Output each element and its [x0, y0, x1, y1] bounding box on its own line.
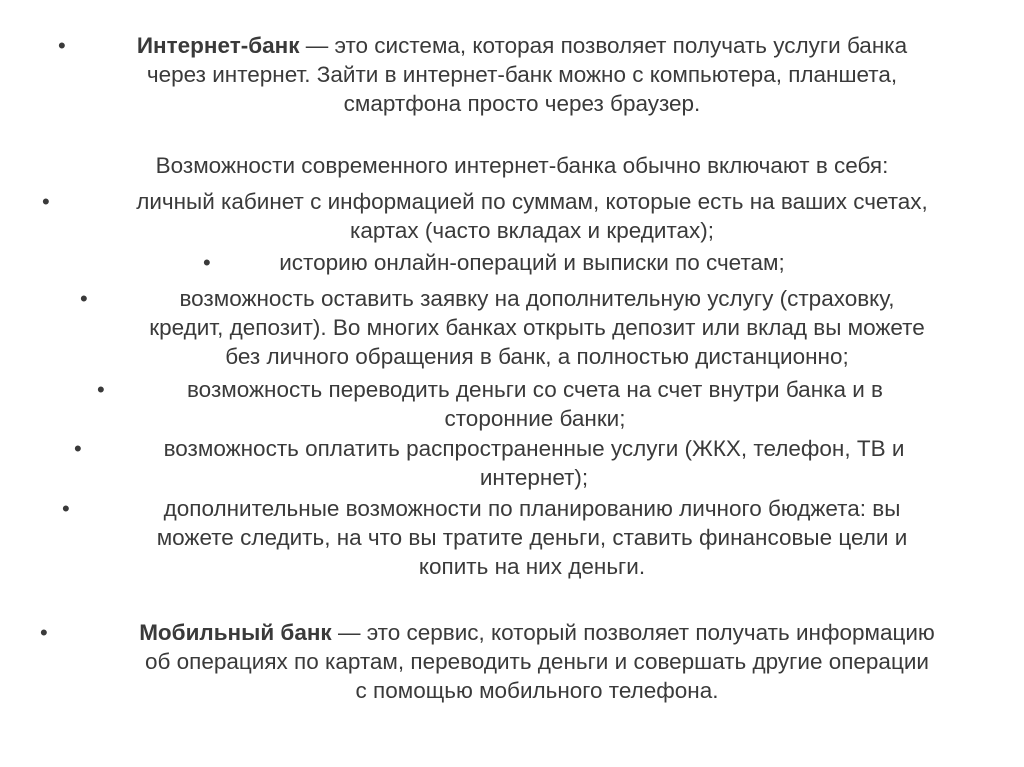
internet-bank-line-1 — [82, 31, 962, 60]
bullet-feature-6: • — [62, 496, 70, 521]
feature-3-line-1: возможность оставить заявку на дополнительную услугу (страховку, — [179, 286, 895, 311]
bullet-feature-4: • — [97, 377, 105, 402]
feature-3-line-2: кредит, депозит). Во многих банках открыть депозит или вклад вы можете — [149, 315, 925, 340]
feature-5-line-1: возможность оплатить распространенные услуги (ЖКХ, телефон, ТВ и — [163, 436, 905, 461]
feature-6-line-3: копить на них деньги. — [418, 554, 646, 579]
bullet-mobile-bank: • — [40, 620, 48, 645]
mobile-bank-line-2: об операциях по картам, переводить деньги и совершать другие операции — [145, 649, 929, 674]
bullet-feature-5: • — [74, 436, 82, 461]
feature-1 — [62, 187, 1002, 245]
feature-4-line-2: сторонние банки; — [444, 406, 626, 431]
feature-6-line-2: можете следить, на что вы тратите деньги, ставить финансовые цели и — [156, 525, 908, 550]
feature-1-line-2: картах (часто вкладах и кредитах); — [349, 218, 715, 243]
mobile-bank-line-3: с помощью мобильного телефона. — [355, 678, 719, 703]
feature-3-line-3: без личного обращения в банк, а полностью дистанционно; — [225, 344, 849, 369]
feature-6 — [82, 494, 982, 581]
feature-5-line-2: интернет); — [479, 465, 589, 490]
feature-2 — [222, 248, 842, 277]
feature-4 — [115, 375, 955, 433]
mobile-bank-term: Мобильный банк — [139, 620, 332, 645]
mobile-bank-line-1 — [62, 618, 1012, 647]
mobile-bank-definition — [62, 618, 1012, 705]
internet-bank-line-3: смартфона просто через браузер. — [343, 91, 701, 116]
feature-1-line-1: личный кабинет с информацией по суммам, которые есть на ваших счетах, — [136, 189, 928, 214]
features-intro: Возможности современного интернет-банка обычно включают в себя: — [155, 153, 889, 178]
bullet-feature-2: • — [203, 250, 211, 275]
bullet-internet-bank: • — [58, 33, 66, 58]
internet-bank-definition — [82, 31, 962, 118]
feature-2-line-1: историю онлайн-операций и выписки по счетам; — [279, 250, 785, 275]
mobile-bank-text-1: — это сервис, который позволяет получать информацию — [331, 620, 935, 645]
feature-6-line-1: дополнительные возможности по планированию личного бюджета: вы — [163, 496, 901, 521]
internet-bank-term: Интернет-банк — [136, 33, 300, 58]
internet-bank-line-2: через интернет. Зайти в интернет-банк можно с компьютера, планшета, — [146, 62, 898, 87]
internet-bank-text-1: — это система, которая позволяет получать услуги банка — [299, 33, 908, 58]
feature-4-line-1: возможность переводить деньги со счета на счет внутри банка и в — [186, 377, 884, 402]
feature-5 — [94, 434, 974, 492]
bullet-feature-1: • — [42, 189, 50, 214]
feature-3 — [72, 284, 1002, 371]
bullet-feature-3: • — [80, 286, 88, 311]
